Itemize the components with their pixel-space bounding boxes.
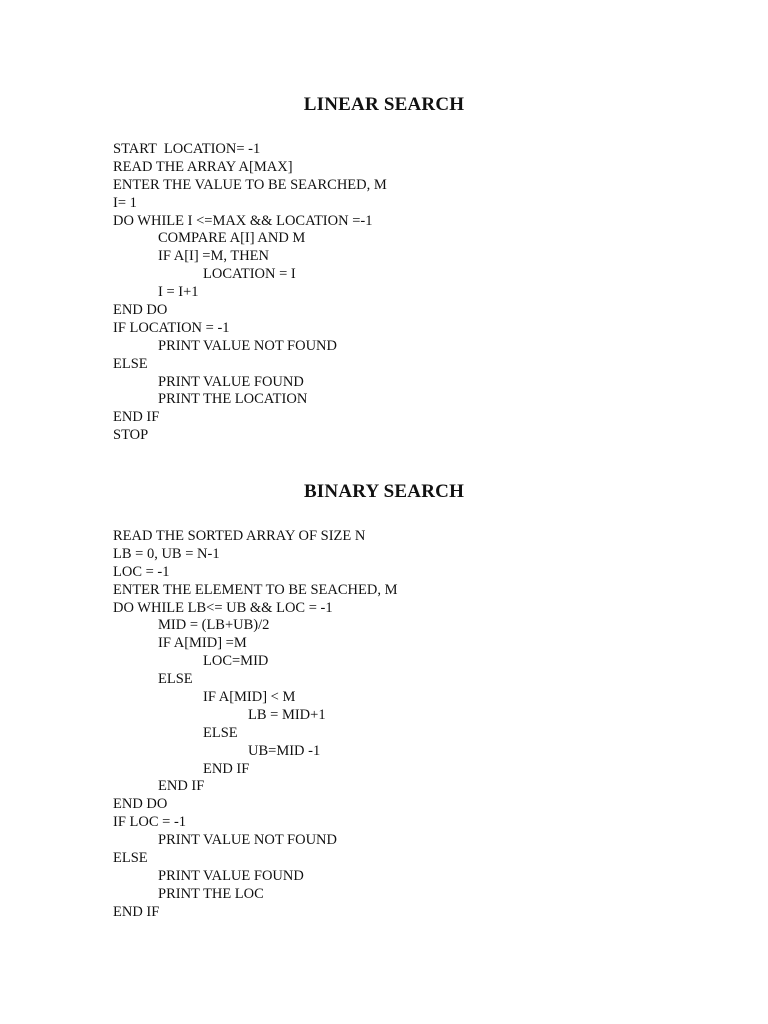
- code-line: START LOCATION= -1: [113, 141, 261, 157]
- binary-search-section: [0, 481, 768, 920]
- code-line: ENTER THE VALUE TO BE SEARCHED, M: [113, 176, 387, 193]
- code-line: IF LOC = -1: [113, 814, 187, 831]
- code-line: READ THE ARRAY A[MAX]: [113, 158, 293, 175]
- code-line: IF A[I] =M, THEN: [158, 248, 270, 265]
- code-line: IF A[MID] =M: [158, 635, 247, 652]
- code-line: PRINT VALUE FOUND: [158, 867, 304, 884]
- code-line: END IF: [113, 903, 160, 920]
- code-line: LB = MID+1: [248, 706, 326, 723]
- code-line: COMPARE A[I] AND M: [158, 230, 306, 247]
- code-line: LOC=MID: [203, 653, 269, 670]
- code-line: ELSE: [113, 355, 148, 372]
- code-line: DO WHILE I <=MAX && LOCATION =-1: [113, 212, 373, 229]
- code-line: PRINT VALUE FOUND: [158, 373, 304, 390]
- code-line: END DO: [113, 302, 168, 319]
- code-line: END IF: [113, 409, 160, 426]
- code-line: ELSE: [203, 724, 238, 741]
- binary-search-title: BINARY SEARCH: [303, 481, 465, 502]
- binary-search-pseudocode: [113, 528, 398, 922]
- code-line: LOC = -1: [113, 563, 170, 580]
- code-line: MID = (LB+UB)/2: [158, 617, 270, 634]
- code-line: END IF: [203, 760, 250, 777]
- code-line: DO WHILE LB<= UB && LOC = -1: [113, 599, 333, 616]
- linear-search-title: LINEAR SEARCH: [303, 94, 465, 115]
- code-line: END DO: [113, 796, 168, 813]
- code-line: PRINT VALUE NOT FOUND: [158, 832, 337, 849]
- linear-search-pseudocode: [113, 141, 387, 445]
- code-line: IF A[MID] < M: [203, 689, 296, 706]
- code-line: I= 1: [113, 194, 137, 211]
- code-line: IF LOCATION = -1: [113, 319, 230, 336]
- code-line: PRINT VALUE NOT FOUND: [158, 337, 337, 354]
- code-line: I = I+1: [158, 284, 199, 301]
- code-line: PRINT THE LOC: [158, 885, 264, 902]
- linear-search-section: [0, 94, 768, 444]
- code-line: UB=MID -1: [248, 742, 321, 759]
- code-line: STOP: [113, 427, 149, 444]
- code-line: ELSE: [113, 850, 148, 867]
- code-line: ENTER THE ELEMENT TO BE SEACHED, M: [113, 581, 398, 598]
- code-line: ELSE: [158, 671, 193, 688]
- code-line: READ THE SORTED ARRAY OF SIZE N: [113, 528, 366, 544]
- code-line: LOCATION = I: [203, 266, 296, 283]
- code-line: PRINT THE LOCATION: [158, 391, 308, 408]
- code-line: LB = 0, UB = N-1: [113, 545, 220, 562]
- code-line: END IF: [158, 778, 205, 795]
